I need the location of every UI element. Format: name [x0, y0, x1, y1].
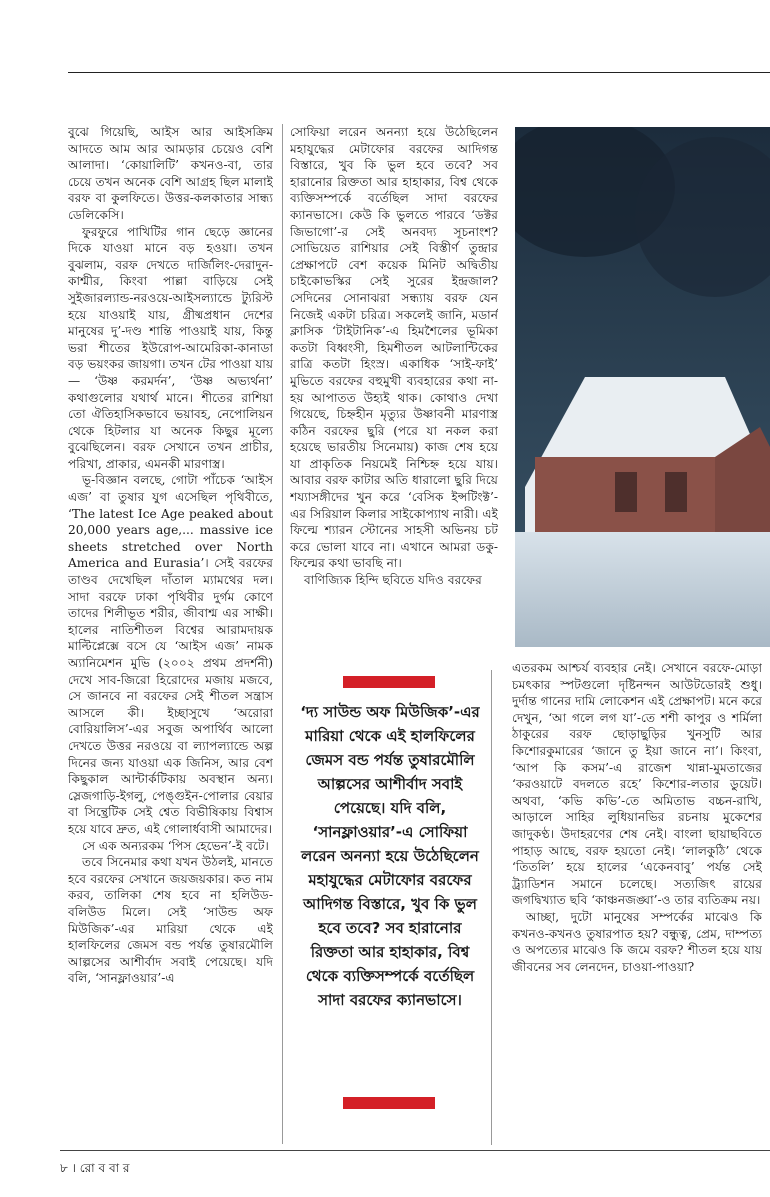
- pullquote: ‘দ্য সাউন্ড অফ মিউজিক’-এর মারিয়া থেকে এই হালফিলের জেমস বন্ড পর্যন্ত তুষারমৌলি আল্পসের আশীর্বাদ সবাই পেয়েছে। যদি বলি, ‘সানফ্লাওয়ার’-এ সোফিয়া লরেন অনন্যা হয়ে উঠেছিলেন মহাযুদ্ধের মেটাফোর বরফের আদিগন্ত বিস্তারে, খুব কি ভুল হবে তবে? সব হারানোর রিক্ততা আর হাহাকার, বিশ্ব থেকে ব্যক্তিসম্পর্কে বর্তেছিল সাদা বরফের ক্যানভাসে।: [300, 703, 480, 1009]
- pullquote-bar-bottom: [343, 1097, 435, 1109]
- article-column-2: [290, 124, 498, 664]
- paragraph: ভূ-বিজ্ঞান বলছে, গোটা পাঁচেক ‘আইস এজ’ বা তুষার যুগ এসেছিল পৃথিবীতে, ‘The latest Ice Age peaked about 20,000 years age,... massive ice sheets stretched over North America and Eurasia’। সেই বরফের তাণ্ডব দেখেছিল দাঁতাল ম্যামথের দল। সাদা বরফে ঢাকা পৃথিবীর দুর্গম কোণে তাদের শিলীভূত শরীর, জীবাশ্ম এর সাক্ষী। হালের নাতিশীতল বিশ্বের আরামদায়ক মাল্টিপ্লেক্সে বসে যে ‘আইস এজ’ নামক অ্যানিমেশন মুভি (২০০২ প্রথম প্রদর্শনী) দেখে সাব-জিরো হিরোদের মজায় মজবে, সে জানবে না বরফের সেই শীতল সন্ত্রাস আসলে কী। ইচ্ছাসুখে ‘অরোরা বোরিয়ালিস’-এর সবুজ অপার্থিব আলো দেখতে উত্তর নরওয়ে বা ল্যাপল্যান্ডে অল্প দিনের জন্য যাওয়া এক জিনিস, আর বেশ কিছুকাল আন্টার্কটিকায় অবস্থান অন্য। স্লেজগাড়ি-ইগলু, পেঙ্গুইন-পোলার বেয়ার বা সিন্থ্রেটিক সেই শ্বেত বিভীষিকায় বিশ্বাস হয়ে যাবে দ্রুত, এই গোলার্ধবাসী আমাদের।: [68, 473, 273, 836]
- snow-house-photo: [515, 127, 770, 647]
- page-folio: ৮ । রো ব বা র: [60, 1161, 130, 1175]
- paragraph: সে এক অন্যরকম ‘পিস হেভেন’-ই বটে।: [82, 838, 269, 853]
- paragraph: এতরকম আশ্চর্য ব্যবহার নেই। সেখানে বরফে-মোড়া চমৎকার স্পটগুলো দৃষ্টিনন্দন আউটডোরই শুধু। দুর্দান্ত গানের দামি লোকেশন এই প্রেক্ষাপট। মনে করে দেখুন, ‘আ গলে লগ যা’-তে শশী কাপুর ও শর্মিলা ঠাকুরের বরফ ছোড়াছুড়ির খুনসুটি আর কিশোরকুমারের ‘জানে তু ইয়া জানে না’। কিংবা, ‘আপ কি কসম’-এ রাজেশ খান্না-মুমতাজের ‘করওয়াটে বদলতে রহে’ কিশোর-লতার ডুয়েট। অথবা, ‘কভি কভি’-তে অমিতাভ বচ্চন-রাখি, আড়ালে সাহির লুধিয়ানভির রচনায় মুকেশের জাদুকণ্ঠ। উদাহরণের শেষ নেই। বাংলা ছায়াছবিতে পাহাড় আছে, বরফ হয়তো নেই। ‘লালকুঠি’ থেকে ‘তিতলি’ হয়ে হালের ‘একেনবাবু’ পর্যন্ত সেই ট্র্যাডিশন সমানে চলেছে। সত্যজিৎ রায়ের জগদ্বিখ্যাত ছবি ‘কাঞ্চনজঙ্ঘা’-ও তার ব্যতিক্রম নয়।: [512, 661, 762, 908]
- pullquote-bar-top: [343, 676, 435, 688]
- paragraph: তবে সিনেমার কথা যখন উঠলই, মানতে হবে বরফের সেখানে জয়জয়কার। কত নাম করব, তালিকা শেষ হবে না হলিউড-বলিউড মিলে। সেই ‘সাউন্ড অফ মিউজিক’-এর মারিয়া থেকে এই হালফিলের জেমস বন্ড পর্যন্ত তুষারমৌলি আল্পসের আশীর্বাদ সবাই পেয়েছে। যদি বলি, ‘সানফ্লাওয়ার’-এ: [68, 855, 273, 986]
- paragraph: ফুরফুরে পাখিটির গান ছেড়ে জ্ঞানের দিকে যাওয়া মানে বড় হওয়া। তখন বুঝলাম, বরফ দেখতে দার্জিলিং-দেরাদুন-কাশ্মীর, কিংবা পাল্লা বাড়িয়ে সেই সুইজারল্যান্ড-নরওয়ে-আইসল্যান্ডে ট্যুরিস্ট হয়ে যাওয়াই যায়, গ্রীষ্মপ্রধান দেশের মানুষের দু’-দণ্ড শান্তি পাওয়াই যায়, কিন্তু ভরা শীতের ইউরোপ-আমেরিকা-কানাডা বড় ভয়ংকর জায়গা। তখন টের পাওয়া যায়— ‘উষ্ণ করমর্দন’, ‘উষ্ণ অভ্যর্থনা’ কথাগুলোর যথার্থ মানে। শীতের রাশিয়া তো ঐতিহাসিকভাবে ভয়াবহ, নেপোলিয়ন থেকে হিটলার যা অনেক কিছুর মূল্যে বুঝেছিলেন। বরফ সেখানে তখন প্রাচীর, পরিখা, প্রাকার, এমনকী মারণাস্ত্র।: [68, 224, 273, 471]
- column-divider: [491, 670, 492, 1145]
- footer-rule: [60, 1150, 770, 1151]
- paragraph: আচ্ছা, দুটো মানুষের সম্পর্কের মাঝেও কি কখনও-কখনও তুষারপাত হয়? বন্ধুত্ব, প্রেম, দাম্পত্য ও অপত্যের মাঝেও কি জমে বরফ? শীতল হয়ে যায় জীবনের সব লেনদেন, চাওয়া-পাওয়া?: [512, 909, 762, 974]
- paragraph: সোফিয়া লরেন অনন্যা হয়ে উঠেছিলেন মহাযুদ্ধের মেটাফোর বরফের আদিগন্ত বিস্তারে, খুব কি ভুল হবে তবে? সব হারানোর রিক্ততা আর হাহাকার, বিশ্ব থেকে ব্যক্তিসম্পর্কে বর্তেছিল সাদা বরফের ক্যানভাসে। কেউ কি ভুলতে পারবে ‘ডক্টর জিভাগো’-র সেই অনবদ্য সূচনাংশ? সোভিয়েত রাশিয়ার সেই বিস্তীর্ণ তুন্দ্রার প্রেক্ষাপটে বেশ কয়েক মিনিট অদ্বিতীয় চাইকোভস্কির সেই সুরের ইন্দ্রজাল? সেদিনের সোনাঝরা সন্ধ্যায় বরফ যেন নিজেই একটা চরিত্র। সকলেই জানি, মডার্ন ক্লাসিক ‘টাইটানিক’-এ হিমশৈলের ভূমিকা কতটা বিধ্বংসী, হিমশীতল আটলান্টিকের রাত্রি কতটা হিংস্র। একাধিক ‘সাই-ফাই’ মুভিতে বরফের বহুমুখী ব্যবহারের কথা না-হয় আপাতত উহ্যই থাক। কোথাও দেখা গিয়েছে, চিহ্নহীন মৃত্যুর উষ্ণাবনী মারণাস্ত্র কঠিন বরফের ছুরি (পরে যা নকল করা হয়েছে ভারতীয় সিনেমায়) কাজ শেষ হয়ে যা প্রাকৃতিক নিয়মেই নিশ্চিহ্ন হয়ে যায়। আবার বরফ কাটার অতি ধারালো ছুরি দিয়ে শয্যাসঙ্গীদের খুন করে ‘বেসিক ইন্সটিংক্ট’-এর সিরিয়াল কিলার সাইকোপ্যাথ নারী। এই ফিল্মে শ্যারন স্টোনের সাহসী অভিনয় চট করে ভোলা যাবে না। এখানে আমরা ডকু-ফিল্মের কথা ভাবছি না।: [290, 125, 498, 571]
- paragraph: বুঝে গিয়েছি, আইস আর আইসক্রিম আদতে আম আর আমড়ার চেয়েও বেশি আলাদা। ‘কোয়ালিটি’ কখনও-বা, তার চেয়ে তখন অনেক বেশি আগ্রহ ছিল মালাই বরফ বা কুলফিতে। উত্তর-কলকাতার সান্ধ্য ডেলিকেসি।: [68, 125, 273, 222]
- article-column-3: [512, 660, 762, 1140]
- article-column-1: [68, 124, 273, 1144]
- paragraph: বাণিজ্যিক হিন্দি ছবিতে যদিও বরফের: [304, 573, 482, 588]
- header-rule: [68, 72, 770, 73]
- column-divider: [282, 124, 283, 1144]
